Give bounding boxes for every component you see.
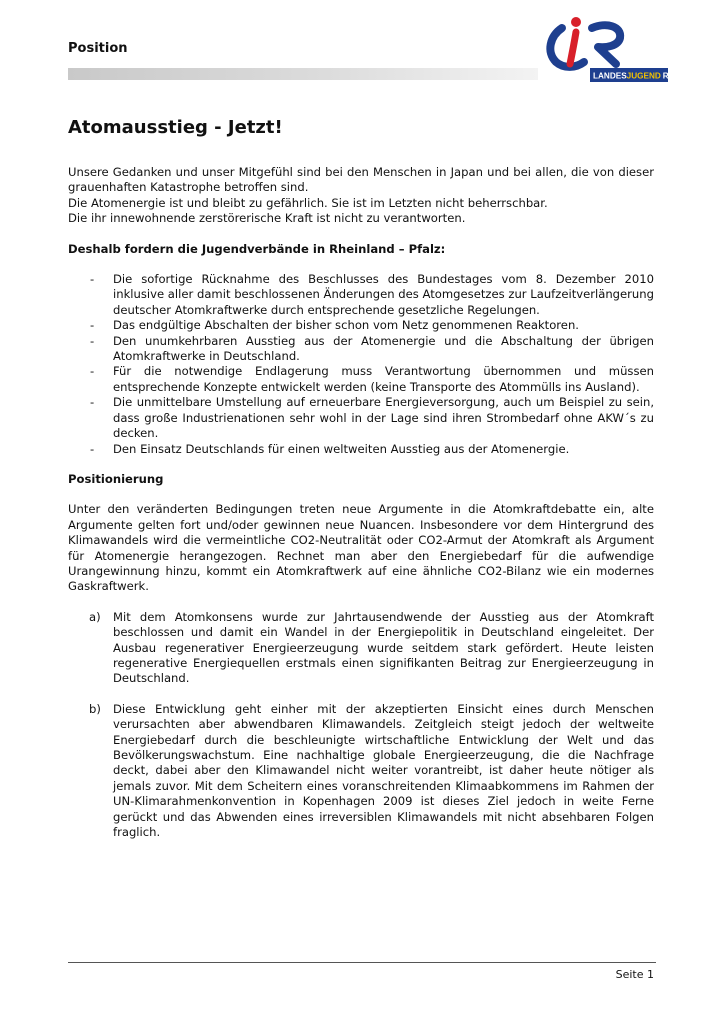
- logo-graphic-icon: [550, 17, 620, 67]
- demand-item: - Den unumkehrbaren Ausstieg aus der Atomenergie und die Abschaltung der übrigen Atomkraftwerke in Deutschland.: [90, 333, 654, 364]
- demand-item: - Das endgültige Abschalten der bisher schon vom Netz genommenen Reaktoren.: [90, 318, 579, 333]
- dash-bullet: -: [90, 441, 95, 456]
- intro-line: Die Atomenergie ist und bleibt zu gefährlich. Sie ist im Letzten nicht beherrschbar.: [68, 195, 548, 210]
- demand-item: - Den Einsatz Deutschlands für einen weltweiten Ausstieg aus der Atomenergie.: [90, 441, 570, 456]
- point-item: a) Mit dem Atomkonsens wurde zur Jahrtausendwende der Ausstieg aus der Atomkraft beschlossen und damit ein Wandel in der Energiepolitik in Deutschland eingeleitet. Der Ausbau regenerativer Energieerzeugung wurde seitdem stark gefördert. Heute leisten regenerative Energiequellen erstmals einen signifikanten Beitrag zur Energieerzeugung in Deutschland.: [89, 609, 654, 686]
- demands-list: [68, 272, 654, 457]
- intro-line: Unsere Gedanken und unser Mitgefühl sind bei den Menschen in Japan und bei allen, die von dieser grauenhaften Katastrophe betroffen sind.: [68, 165, 654, 195]
- point-marker: b): [89, 701, 101, 716]
- demand-item: - Die unmittelbare Umstellung auf erneuerbare Energieversorgung, auch um Beispiel zu sein, dass große Industrienationen sehr wohl in der Lage sind ihren Strombedarf ohne AKW´s zu decken.: [90, 395, 654, 441]
- header-bar: [68, 68, 538, 80]
- page-number: Seite 1: [615, 968, 654, 981]
- positioning-heading: Positionierung: [68, 471, 164, 486]
- dash-bullet: -: [90, 364, 95, 379]
- logo-text-ring: RING RLP: [662, 71, 702, 81]
- logo-text-jugend: JUGEND: [626, 71, 661, 81]
- dash-bullet: -: [90, 395, 95, 410]
- intro-line: Die ihr innewohnende zerstörerische Kraft ist nicht zu verantworten.: [68, 211, 466, 226]
- svg-text:LANDESJUGENDRING RLP: [593, 72, 702, 81]
- dash-bullet: -: [90, 318, 95, 333]
- logo-text-landes: LANDES: [593, 71, 627, 81]
- dash-bullet: -: [90, 333, 95, 348]
- document-body: [68, 165, 654, 840]
- point-item: b) Diese Entwicklung geht einher mit der akzeptierten Einsicht eines durch Menschen verursachten aber abwendbaren Klimawandels. Zeitgleich steigt jedoch der weltweite Energiebedarf durch die beschleunigte wirtschaftliche Entwicklung der Welt und das Bevölkerungswachstum. Eine nachhaltige globale Energieerzeugung, die die Nachfrage deckt, dabei aber den Klimawandel nicht weiter vorantreibt, ist daher heute nötiger als jemals zuvor. Mit dem Scheitern eines voranschreitenden Klimaabkommens im Rahmen der UN-Klimarahmenkonvention in Kopenhagen 2009 ist dieses Ziel jedoch in weite Ferne gerückt und das Abwenden eines irreversiblen Klimawandels mit nicht absehbaren Folgen fraglich.: [89, 701, 654, 840]
- header-label: Position: [68, 41, 128, 56]
- point-marker: a): [89, 609, 101, 624]
- points-list: [68, 610, 654, 841]
- footer-divider: [68, 962, 656, 963]
- document-title: Atomausstieg - Jetzt!: [68, 117, 283, 138]
- demand-item: - Für die notwendige Endlagerung muss Verantwortung übernommen und müssen entsprechende Konzepte entwickelt werden (keine Transporte des Atommülls ins Ausland).: [90, 364, 654, 394]
- demands-heading: Deshalb fordern die Jugendverbände in Rheinland – Pfalz:: [68, 241, 446, 256]
- dash-bullet: -: [90, 272, 95, 287]
- landesjugendring-logo: [540, 14, 702, 84]
- demand-item: - Die sofortige Rücknahme des Beschlusses des Bundestages vom 8. Dezember 2010 inklusive aller damit beschlossenen Änderungen des Atomgesetzes zur Laufzeitverlängerung deutscher Atomkraftwerke durch entsprechende gesetzliche Regelungen.: [90, 272, 654, 317]
- positioning-paragraph: Unter den veränderten Bedingungen treten neue Argumente in die Atomkraftdebatte ein, alte Argumente gelten fort und/oder gewinnen neue Nuancen. Insbesondere vor dem Hintergrund des Klimawandels wird die vermeintliche CO2-Neutralität oder CO2-Armut der Atomkraft als Argument für Atomenergie herangezogen. Rechnet man aber den Energiebedarf für die aufwendige Urangewinnung hinzu, kommt ein Atomkraftwerk auf eine ähnliche CO2-Bilanz wie ein modernes Gaskraftwerk.: [68, 502, 654, 594]
